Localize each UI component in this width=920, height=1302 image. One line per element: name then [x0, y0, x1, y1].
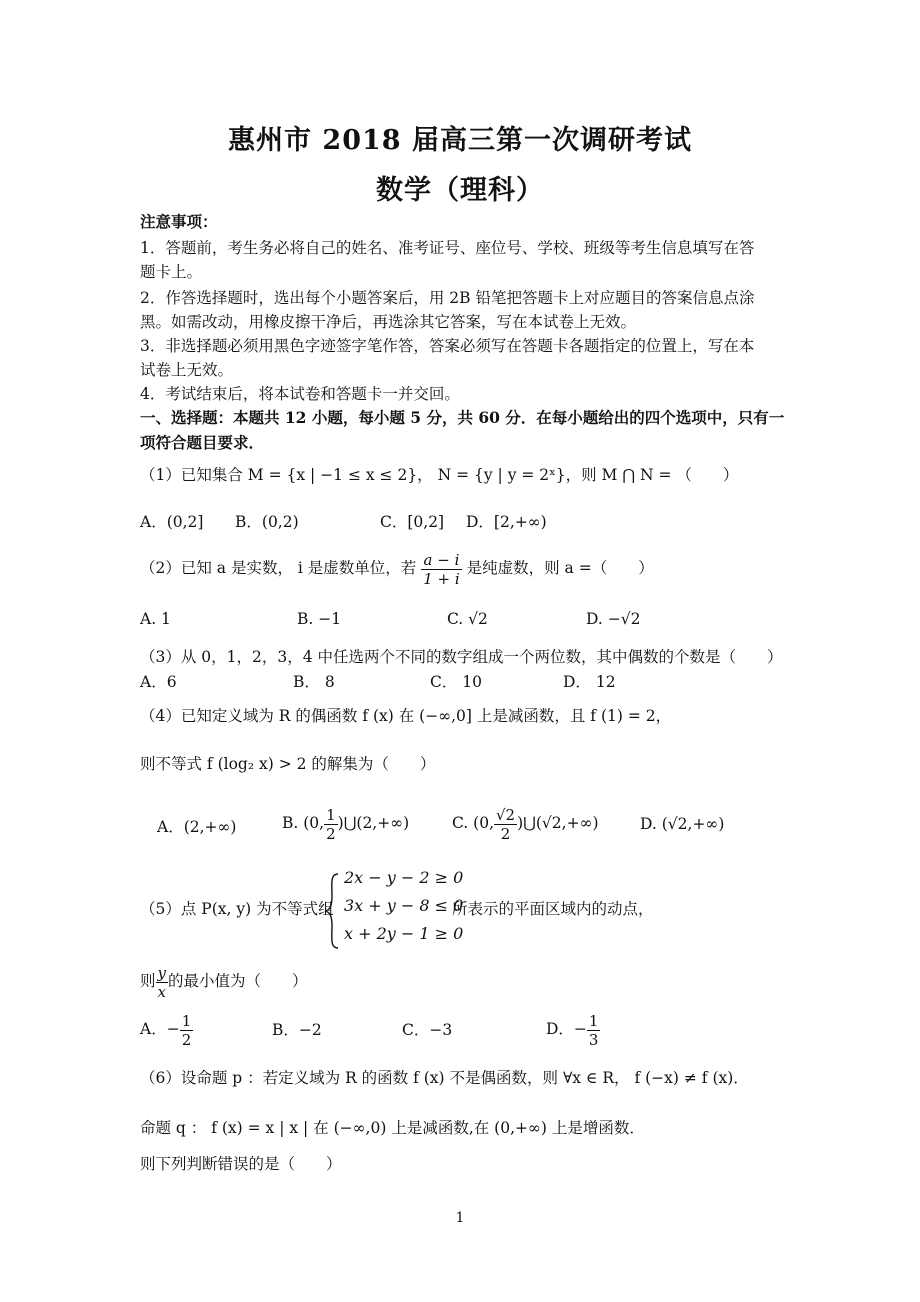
q2-option-b: B. −1 — [297, 610, 342, 628]
q3-option-c: C． 10 — [430, 673, 483, 691]
q3-option-a: A．6 — [140, 673, 177, 691]
notice-line: 4．考试结束后，将本试卷和答题卡一并交回。 — [140, 385, 460, 403]
q2-stem-pre: （2）已知 a 是实数， i 是虚数单位，若 — [140, 559, 417, 577]
q1-option-d: D．[2,+∞) — [466, 513, 547, 531]
notice-line: 1．答题前，考生务必将自己的姓名、准考证号、座位号、学校、班级等考生信息填写在答 — [140, 239, 755, 257]
q2-frac-num: a − i — [421, 551, 461, 570]
q5-optA-den: 2 — [181, 1030, 192, 1049]
q2-option-c: C. √2 — [447, 610, 488, 628]
question-6-ask: 则下列判断错误的是（ ） — [140, 1155, 342, 1173]
q5-brace — [322, 872, 342, 954]
q5-ask-den: x — [157, 982, 166, 1001]
question-6-stem: （6）设命题 p ：若定义域为 R 的函数 f (x) 不是偶函数，则 ∀x ∈ R， f (−x) ≠ f (x)． — [140, 1069, 749, 1087]
q3-option-b: B． 8 — [293, 673, 335, 691]
q4-optC-frac — [494, 806, 517, 843]
q5-ask-num: y — [157, 963, 166, 982]
notice-line: 2．作答选择题时，选出每个小题答案后，用 2B 铅笔把答题卡上对应题目的答案信息点涂 — [140, 289, 755, 307]
q2-frac-den: 1 + i — [423, 569, 460, 588]
q4-option-a: A．(2,+∞) — [157, 818, 237, 836]
question-6-proposition-q: 命题 q ： f (x) = x | x | 在 (−∞,0) 上是减函数,在 (0,+∞) 上是增函数． — [140, 1119, 645, 1137]
q5-optD-frac — [587, 1012, 601, 1049]
q4-optB-frac — [324, 806, 338, 843]
q5-optD-num: 1 — [588, 1011, 599, 1030]
section-heading: 一、选择题：本题共 12 小题，每小题 5 分，共 60 分．在每小题给出的四个选项中，只有一 — [140, 408, 785, 427]
q4-optC-pre: C. (0, — [452, 814, 494, 832]
exam-subtitle: 数学（理科） — [376, 175, 544, 206]
q1-option-a: A．(0,2] — [140, 513, 204, 531]
q4-optB-den: 2 — [326, 824, 336, 843]
q4-option-d: D. (√2,+∞) — [640, 815, 725, 833]
q5-optD-den: 3 — [588, 1030, 599, 1049]
q5-stem-pre: （5）点 P(x, y) 为不等式组 — [140, 900, 334, 918]
q5-option-a — [140, 1006, 193, 1052]
q4-optB-num: 1 — [326, 805, 336, 824]
q5-inequality-1: 2x − y − 2 ≥ 0 — [344, 868, 464, 887]
q1-option-c: C．[0,2] — [380, 513, 445, 531]
q4-optC-post: )⋃(√2,+∞) — [517, 814, 599, 832]
q5-option-d — [546, 1006, 600, 1052]
left-brace-icon — [322, 872, 342, 950]
q5-ask-post: 的最小值为（ ） — [168, 972, 308, 990]
q4-option-b — [282, 800, 409, 846]
q5-ask-pre: 则 — [140, 972, 156, 990]
q3-option-d: D． 12 — [563, 673, 616, 691]
q5-inequality-3: x + 2y − 1 ≥ 0 — [344, 924, 464, 943]
exam-title: 惠州市 2018 届高三第一次调研考试 — [228, 125, 692, 156]
q4-optC-den: 2 — [500, 824, 511, 843]
question-4-stem-cont: 则不等式 f (log₂ x) > 2 的解集为（ ） — [140, 755, 436, 773]
question-2-stem — [140, 548, 654, 588]
section-heading-cont: 项符合题目要求． — [140, 433, 265, 452]
question-4-stem: （4）已知定义域为 R 的偶函数 f (x) 在 (−∞,0] 上是减函数，且 f (1) = 2， — [140, 707, 672, 725]
q5-ask — [140, 958, 308, 1004]
q5-optA-num: 1 — [181, 1011, 192, 1030]
q5-option-c: C．−3 — [402, 1021, 453, 1039]
q2-fraction — [421, 551, 461, 588]
notice-heading: 注意事项： — [140, 212, 218, 231]
question-1-stem: （1）已知集合 M = {x | −1 ≤ x ≤ 2}， N = {y | y = 2ˣ}，则 M ⋂ N = （ ） — [140, 466, 739, 484]
q4-optB-post: )⋃(2,+∞) — [337, 814, 410, 832]
q2-option-a: A. 1 — [140, 610, 171, 628]
question-3-stem: （3）从 0，1，2，3，4 中任选两个不同的数字组成一个两位数，其中偶数的个数是（ ） — [140, 648, 783, 666]
notice-line: 试卷上无效。 — [140, 361, 234, 379]
q5-ask-frac — [156, 964, 168, 1001]
q4-optC-num: √2 — [496, 805, 516, 824]
q5-optD-pre: D．− — [546, 1020, 587, 1038]
q4-option-c — [452, 800, 599, 846]
q5-optA-pre: A．− — [140, 1020, 180, 1038]
q2-option-d: D. −√2 — [586, 610, 641, 628]
q5-optA-frac — [180, 1012, 194, 1049]
notice-line: 黑。如需改动，用橡皮擦干净后，再选涂其它答案，写在本试卷上无效。 — [140, 313, 637, 331]
q1-option-b: B．(0,2) — [235, 513, 299, 531]
q5-option-b: B．−2 — [272, 1021, 322, 1039]
q2-stem-post: 是纯虚数，则 a =（ ） — [466, 559, 654, 577]
q5-inequality-2: 3x + y − 8 ≤ 0 — [344, 896, 464, 915]
page-number: 1 — [455, 1210, 465, 1226]
notice-line: 3．非选择题必须用黑色字迹签字笔作答，答案必须写在答题卡各题指定的位置上，写在本 — [140, 337, 755, 355]
q5-stem-post: 所表示的平面区域内的动点， — [452, 900, 654, 918]
q4-optB-pre: B. (0, — [282, 814, 325, 832]
notice-line: 题卡上。 — [140, 263, 203, 281]
